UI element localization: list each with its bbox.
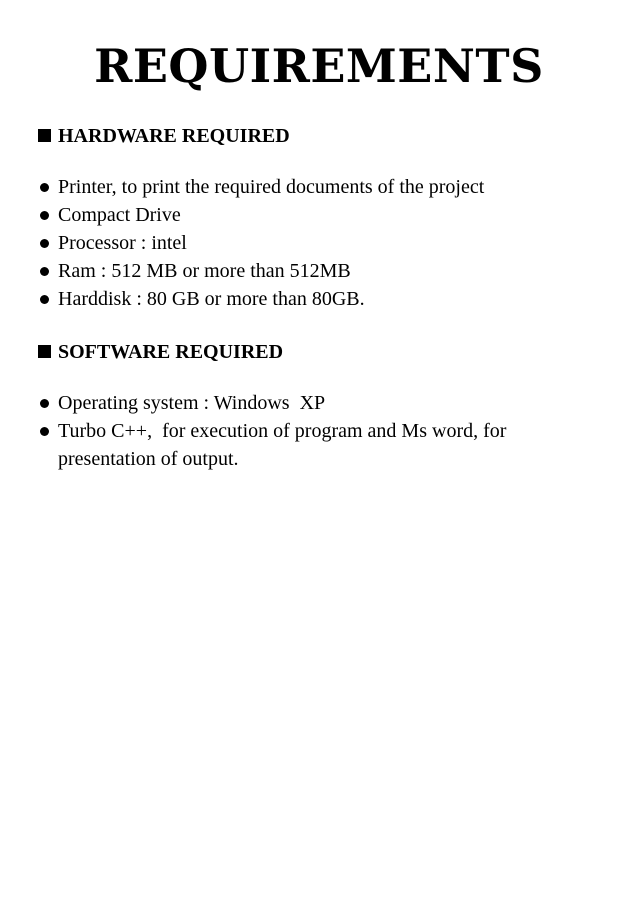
software-heading-text: SOFTWARE REQUIRED <box>58 341 284 363</box>
list-item-text: Harddisk : 80 GB or more than 80GB. <box>58 288 365 310</box>
software-section-heading <box>38 339 283 365</box>
list-item-text: Ram : 512 MB or more than 512MB <box>58 260 351 282</box>
page-title: REQUIREMENTS <box>94 39 544 93</box>
bullet-icon <box>40 399 49 408</box>
square-bullet-icon <box>38 345 51 358</box>
list-item-text: Compact Drive <box>58 204 181 226</box>
bullet-icon <box>40 427 49 436</box>
list-item <box>38 201 598 229</box>
list-item <box>38 389 598 417</box>
hardware-list <box>38 173 598 313</box>
square-bullet-icon <box>38 129 51 142</box>
hardware-section-heading <box>38 123 290 149</box>
list-item <box>38 417 558 473</box>
list-item-text: Operating system : Windows XP <box>58 392 326 414</box>
hardware-heading-text: HARDWARE REQUIRED <box>58 125 290 147</box>
list-item-text: Processor : intel <box>58 232 187 254</box>
software-list <box>38 389 598 473</box>
list-item <box>38 173 598 201</box>
list-item-text: Turbo C++, for execution of program and Ms word, for presentation of output. <box>58 420 512 470</box>
bullet-icon <box>40 183 49 192</box>
list-item <box>38 229 598 257</box>
list-item <box>38 257 598 285</box>
bullet-icon <box>40 295 49 304</box>
list-item <box>38 285 598 313</box>
bullet-icon <box>40 211 49 220</box>
list-item-text: Printer, to print the required documents of the project <box>58 176 485 198</box>
bullet-icon <box>40 239 49 248</box>
bullet-icon <box>40 267 49 276</box>
